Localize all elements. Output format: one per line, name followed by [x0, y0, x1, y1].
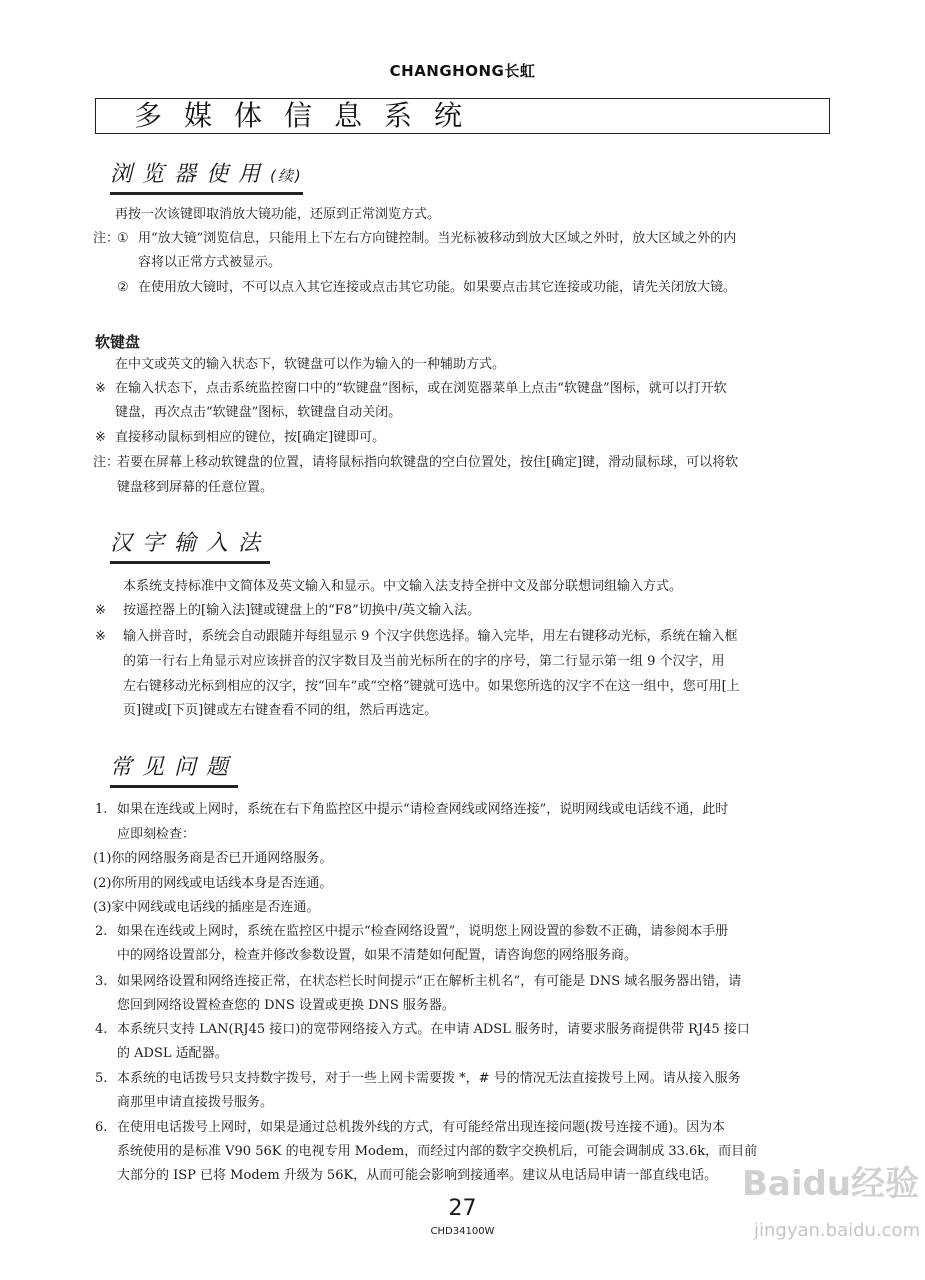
faq6-line2: 系统使用的是标准 V90 56K 的电视专用 Modem，而经过内部的数字交换机后，可能会调制成 33.6k，而目前 — [117, 1144, 758, 1159]
section-heading-browser-text: 浏览器使用 — [110, 162, 271, 187]
faq-number: 5. — [95, 1071, 108, 1086]
keyboard-bullet1-line2: 键盘，再次点击“软键盘”图标，软键盘自动关闭。 — [115, 405, 402, 420]
note-marker: 注： — [93, 455, 120, 470]
keyboard-intro: 在中文或英文的输入状态下，软键盘可以作为输入的一种辅助方式。 — [115, 357, 506, 372]
faq1-sub3: (3)家中网线或电话线的插座是否连通。 — [93, 900, 320, 915]
faq1-sub1: (1)你的网络服务商是否已开通网络服务。 — [93, 851, 333, 866]
page-title: 多媒体信息系统 — [134, 99, 485, 132]
bullet-marker: ※ — [95, 603, 106, 618]
browser-note1-line1: 用“放大镜”浏览信息，只能用上下左右方向键控制。当光标被移动到放大区域之外时，放大区域之外的内 — [138, 231, 737, 246]
faq2-line1: 如果在连线或上网时，系统在监控区中提示“检查网络设置”，说明您上网设置的参数不正确，请参阅本手册 — [117, 924, 729, 939]
faq4-line1: 本系统只支持 LAN(RJ45 接口)的宽带网络接入方式。在申请 ADSL 服务时，请要求服务商提供带 RJ45 接口 — [117, 1022, 750, 1037]
brand-logo: CHANGHONG长虹 — [389, 62, 536, 80]
keyboard-bullet2-line1: 直接移动鼠标到相应的键位，按[确定]键即可。 — [115, 430, 386, 445]
browser-note2-line1: 在使用放大镜时，不可以点入其它连接或点击其它功能。如果要点击其它连接或功能，请先关闭放大镜。 — [138, 280, 737, 295]
browser-note1-line2: 容将以正常方式被显示。 — [138, 255, 282, 270]
faq6-line3: 大部分的 ISP 已将 Modem 升级为 56K，从而可能会影响到接通率。建议从电话局申请一部直线电话。 — [117, 1168, 718, 1183]
faq2-line2: 中的网络设置部分，检查并修改参数设置，如果不清楚如何配置，请咨询您的网络服务商。 — [117, 948, 638, 963]
faq-number: 6. — [95, 1120, 108, 1135]
faq-number: 4. — [95, 1022, 108, 1037]
faq-number: 2. — [95, 924, 108, 939]
faq-number: 3. — [95, 974, 108, 989]
ime-bullet2-line1: 输入拼音时，系统会自动跟随并每组显示 9 个汉字供您选择。输入完毕，用左右键移动光标，系统在输入框 — [123, 629, 738, 644]
keyboard-note-line1: 若要在屏幕上移动软键盘的位置，请将鼠标指向软键盘的空白位置处，按住[确定]键，滑动鼠标球，可以将软 — [117, 455, 739, 470]
section-heading-ime: 汉字输入法 — [110, 526, 270, 564]
keyboard-bullet1-line1: 在输入状态下，点击系统监控窗口中的“软键盘”图标，或在浏览器菜单上点击“软键盘”图标，就可以打开软 — [115, 381, 727, 396]
ime-bullet2-line4: 页]键或[下页]键或左右键查看不同的组，然后再选定。 — [123, 703, 438, 718]
faq5-line1: 本系统的电话拨号只支持数字拨号，对于一些上网卡需要拨 *，# 号的情况无法直接拨号上网。请从接入服务 — [117, 1071, 741, 1086]
ime-bullet1-line1: 按遥控器上的[输入法]键或键盘上的“F8”切换中/英文输入法。 — [123, 603, 481, 618]
model-number: CHD34100W — [430, 1226, 495, 1237]
ime-intro: 本系统支持标准中文简体及英文输入和显示。中文输入法支持全拼中文及部分联想词组输入方式。 — [123, 579, 683, 594]
faq1-sub2: (2)你所用的网线或电话线本身是否连通。 — [93, 876, 333, 891]
faq1-line1: 如果在连线或上网时，系统在右下角监控区中提示“请检查网线或网络连接”，说明网线或电话线不通，此时 — [117, 802, 729, 817]
faq1-line2: 应即刻检查： — [117, 827, 196, 842]
baidu-watermark — [720, 1128, 920, 1268]
faq-number: 1. — [95, 802, 108, 817]
browser-intro: 再按一次该键即取消放大镜功能，还原到正常浏览方式。 — [115, 207, 441, 222]
faq3-line1: 如果网络设置和网络连接正常，在状态栏长时间提示“正在解析主机名”，有可能是 DNS 域名服务器出错，请 — [117, 974, 742, 989]
watermark-url: jingyan.baidu.com — [754, 1220, 921, 1241]
faq3-line2: 您回到网络设置检查您的 DNS 设置或更换 DNS 服务器。 — [117, 998, 455, 1013]
note-marker: 注： — [93, 231, 120, 246]
watermark-logo-text: Baidu经验 — [742, 1164, 920, 1204]
keyboard-note-line2: 键盘移到屏幕的任意位置。 — [117, 480, 274, 495]
ime-bullet2-line3: 左右键移动光标到相应的汉字，按“回车”或“空格”键就可选中。如果您所选的汉字不在这一组中，您可用[上 — [123, 679, 740, 694]
bullet-marker: ※ — [95, 430, 106, 445]
bullet-marker: ※ — [95, 629, 106, 644]
section-heading-suffix: (续) — [270, 167, 303, 185]
section-heading-browser — [110, 157, 303, 195]
title-box — [95, 98, 830, 134]
faq4-line2: 的 ADSL 适配器。 — [117, 1046, 228, 1061]
bullet-marker: ※ — [95, 381, 106, 396]
note-number: ② — [117, 280, 129, 295]
faq6-line1: 在使用电话拨号上网时，如果是通过总机拨外线的方式，有可能经常出现连接问题(拨号连接不通)。因为本 — [117, 1120, 726, 1135]
note-number: ① — [117, 231, 129, 246]
page-number: 27 — [448, 1196, 477, 1221]
subheading-soft-keyboard: 软键盘 — [95, 333, 141, 351]
section-heading-faq: 常见问题 — [110, 750, 238, 788]
ime-bullet2-line2: 的第一行右上角显示对应该拼音的汉字数目及当前光标所在的字的序号，第二行显示第一组 9 个汉字，用 — [123, 654, 725, 669]
faq5-line2: 商那里申请直接拨号服务。 — [117, 1095, 274, 1110]
